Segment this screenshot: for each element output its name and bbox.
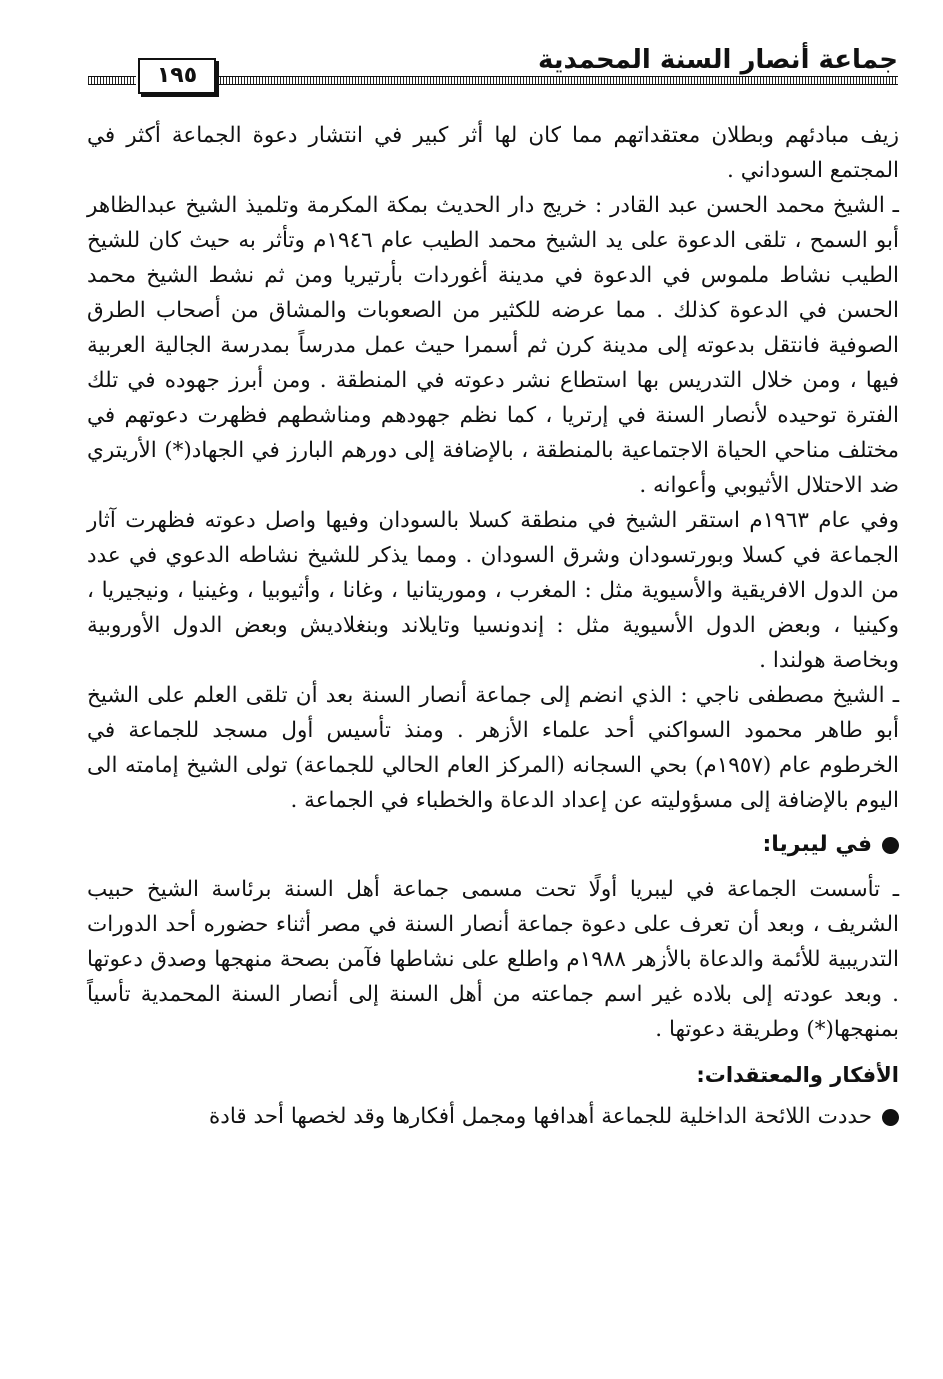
section-heading-text: في ليبريا: (762, 832, 872, 857)
running-title: جماعة أنصار السنة المحمدية (538, 45, 898, 75)
ideas-bullet-item (87, 1099, 899, 1134)
paragraph-1: زيف مبادئهم وبطلان معتقداتهم مما كان لها أثر كبير في انتشار دعوة الجماعة أكثر في المجتمع السوداني . (87, 123, 899, 183)
header-rule-left (88, 76, 136, 85)
header-rule (214, 76, 898, 85)
section-heading-liberia (87, 826, 899, 864)
ideas-heading: الأفكار والمعتقدات: (696, 1063, 899, 1087)
ideas-bullet-text: حددت اللائحة الداخلية للجماعة أهدافها ومجمل أفكارها وقد لخصها أحد قادة (208, 1104, 872, 1129)
paragraph-2: ـ الشيخ محمد الحسن عبد القادر : خريج دار الحديث بمكة المكرمة وتلميذ الشيخ عبدالظاهر أبو السمح ، تلقى الدعوة على يد الشيخ محمد الطيب عام ١٩٤٦م وتأثر به حيث كان للشيخ الطيب نشاط ملموس في الدعوة في مدينة أغوردات بأرتيريا ومن ثم نشط الشيخ محمد الحسن في الدعوة كذلك . مما عرضه للكثير من الصعوبات والمشاق من أصحاب الطرق الصوفية فانتقل بدعوته إلى مدينة كرن ثم أسمرا حيث عمل مدرساً بمدرسة الجالية العربية فيها ، ومن خلال التدريس بها استطاع نشر دعوته في المنطقة . ومن أبرز جهوده في تلك الفترة توحيده لأنصار السنة في إرتريا ، كما نظم جهودهم ومناشطهم فظهرت دعوتهم في مختلف مناحي الحياة الاجتماعية بالمنطقة ، بالإضافة إلى دورهم البارز في الجهاد(*) الأريتري ضد الاحتلال الأثيوبي وأعوانه . (87, 193, 899, 498)
paragraph-liberia: ـ تأسست الجماعة في ليبريا أولًا تحت مسمى جماعة أهل السنة برئاسة الشيخ حبيب الشريف ، وبعد أن تعرف على دعوة جماعة أنصار السنة في مصر أثناء حضوره أحد الدورات التدريبية للأئمة والدعاة بالأزهر ١٩٨٨م واطلع على نشاطها فآمن بصحة منهجها وصدق دعوتها . وبعد عودته إلى بلاده غير اسم جماعته من أهل السنة إلى أنصار السنة المحمدية تأسياً بمنهجها(*) وطريقة دعوتها . (87, 877, 899, 1042)
bullet-icon (882, 1109, 899, 1126)
paragraph-4: ـ الشيخ مصطفى ناجي : الذي انضم إلى جماعة أنصار السنة بعد أن تلقى العلم على الشيخ أبو طاهر محمود السواكني أحد علماء الأزهر . ومنذ تأسيس أول مسجد للجماعة في الخرطوم عام (١٩٥٧م) بحي السجانه (المركز العام الحالي للجماعة) تولى الشيخ إمامته الى اليوم بالإضافة إلى مسؤوليته عن إعداد الدعاة والخطباء في الجماعة . (87, 683, 899, 813)
page-body (87, 118, 899, 1134)
paragraph-3: وفي عام ١٩٦٣م استقر الشيخ في منطقة كسلا بالسودان وفيها واصل دعوته فظهرت آثار الجماعة في كسلا وبورتسودان وشرق السودان . ومما يذكر للشيخ نشاطه الدعوي في عدد من الدول الافريقية والأسيوية مثل : المغرب ، وموريتانيا ، وغانا ، وأثيوبيا ، وغينيا ، ونيجيريا ، وكينيا ، وبعض الدول الأسيوية مثل : إندونسيا وتايلاند وبنغلاديش وبعض الدول الأوروبية وبخاصة هولندا . (87, 508, 899, 673)
page-number: ١٩٥ (138, 58, 216, 94)
bullet-icon (882, 837, 899, 854)
page-header (88, 40, 898, 94)
